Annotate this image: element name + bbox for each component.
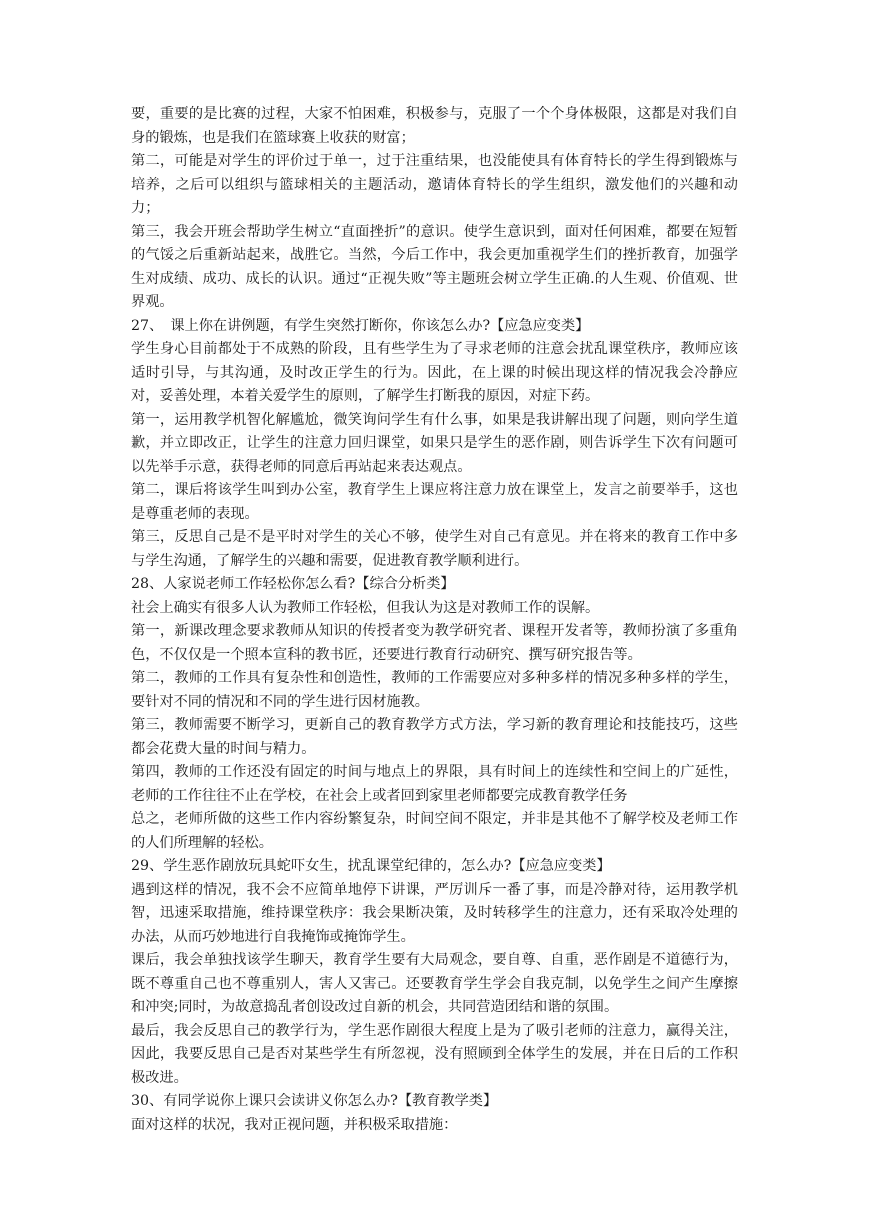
document-body xyxy=(131,103,738,1137)
question-heading-28: 28、人家说老师工作轻松你怎么看?【综合分析类】 xyxy=(131,576,455,592)
question-heading-30: 30、有同学说你上课只会读讲义你怎么办?【教育教学类】 xyxy=(131,1093,498,1109)
paragraph-second-evaluation: 第二，可能是对学生的评价过于单一，过于注重结果，也没能使具有体育特长的学生得到锻炼与培养，之后可以组织与篮球相关的主题活动，邀请体育特长的学生组织，激发他们的兴趣和动力； xyxy=(131,153,738,216)
paragraph-27-third: 第三，反思自己是不是平时对学生的关心不够，使学生对自己有意见。并在将来的教育工作中多与学生沟通，了解学生的兴趣和需要，促进教育教学顺利进行。 xyxy=(131,529,738,569)
paragraph-basketball-conclusion: 要，重要的是比赛的过程，大家不怕困难，积极参与，克服了一个个身体极限，这都是对我们自身的锻炼，也是我们在篮球赛上收获的财富； xyxy=(131,106,738,146)
paragraph-27-intro: 学生身心目前都处于不成熟的阶段，且有些学生为了寻求老师的注意会扰乱课堂秩序，教师应该适时引导，与其沟通，及时改正学生的行为。因此，在上课的时候出现这样的情况我会冷静应对，妥善处理，本着关爱学生的原则，了解学生打断我的原因，对症下药。 xyxy=(131,341,738,404)
paragraph-28-second: 第二，教师的工作具有复杂性和创造性，教师的工作需要应对多种多样的情况多种多样的学生，要针对不同的情况和不同的学生进行因材施教。 xyxy=(131,670,738,710)
paragraph-27-first: 第一，运用教学机智化解尴尬，微笑询问学生有什么事，如果是我讲解出现了问题，则向学生道歉，并立即改正，让学生的注意力回归课堂，如果只是学生的恶作剧，则告诉学生下次有问题可以先举手示意，获得老师的同意后再站起来表达观点。 xyxy=(131,411,738,475)
paragraph-28-conclusion: 总之，老师所做的这些工作内容纷繁复杂，时间空间不限定，并非是其他不了解学校及老师工作的人们所理解的轻松。 xyxy=(131,811,738,851)
paragraph-28-intro: 社会上确实有很多人认为教师工作轻松，但我认为这是对教师工作的误解。 xyxy=(131,599,600,616)
question-heading-29: 29、学生恶作剧放玩具蛇吓女生，扰乱课堂纪律的，怎么办?【应急应变类】 xyxy=(131,858,611,874)
paragraph-29-after-class: 课后，我会单独找该学生聊天，教育学生要有大局观念，要自尊、自重，恶作剧是不道德行为，既不尊重自己也不尊重别人，害人又害己。还要教育学生学会自我克制，以免学生之间产生摩擦和冲突;同时，为故意捣乱者创设改过自新的机会，共同营造团结和谐的氛围。 xyxy=(131,952,738,1015)
paragraph-27-second: 第二，课后将该学生叫到办公室，教育学生上课应将注意力放在课堂上，发言之前要举手，这也是尊重老师的表现。 xyxy=(131,482,738,522)
paragraph-29-reflection: 最后，我会反思自己的教学行为，学生恶作剧很大程度上是为了吸引老师的注意力，赢得关注，因此，我要反思自己是否对某些学生有所忽视，没有照顾到全体学生的发展，并在日后的工作积极改进。 xyxy=(131,1022,738,1086)
question-heading-27: 27、 课上你在讲例题，有学生突然打断你，你该怎么办?【应急应变类】 xyxy=(131,317,590,334)
paragraph-third-class-meeting: 第三，我会开班会帮助学生树立“直面挫折”的意识。使学生意识到，面对任何困难，都要在短暂的气馁之后重新站起来，战胜它。当然，今后工作中，我会更加重视学生们的挫折教育，加强学生对成绩、成功、成长的认识。通过“正视失败”等主题班会树立学生正确.的人生观、价值观、世界观。 xyxy=(131,223,738,310)
paragraph-28-third: 第三，教师需要不断学习，更新自己的教育教学方式方法，学习新的教育理论和技能技巧，这些都会花费大量的时间与精力。 xyxy=(131,717,738,757)
paragraph-28-first: 第一，新课改理念要求教师从知识的传授者变为教学研究者、课程开发者等，教师扮演了多重角色，不仅仅是一个照本宣科的教书匠，还要进行教育行动研究、撰写研究报告等。 xyxy=(131,623,738,663)
paragraph-30-intro: 面对这样的状况，我对正视问题，并积极采取措施： xyxy=(131,1116,458,1133)
paragraph-28-fourth: 第四，教师的工作还没有固定的时间与地点上的界限，具有时间上的连续性和空间上的广延性，老师的工作往往不止在学校，在社会上或者回到家里老师都要完成教育教学任务 xyxy=(131,764,738,804)
paragraph-29-intro: 遇到这样的情况，我不会不应简单地停下讲课，严厉训斥一番了事，而是冷静对待，运用教学机智，迅速采取措施，维持课堂秩序：我会果断决策，及时转移学生的注意力，还有采取冷处理的办法，从而巧妙地进行自我掩饰或掩饰学生。 xyxy=(131,881,738,945)
